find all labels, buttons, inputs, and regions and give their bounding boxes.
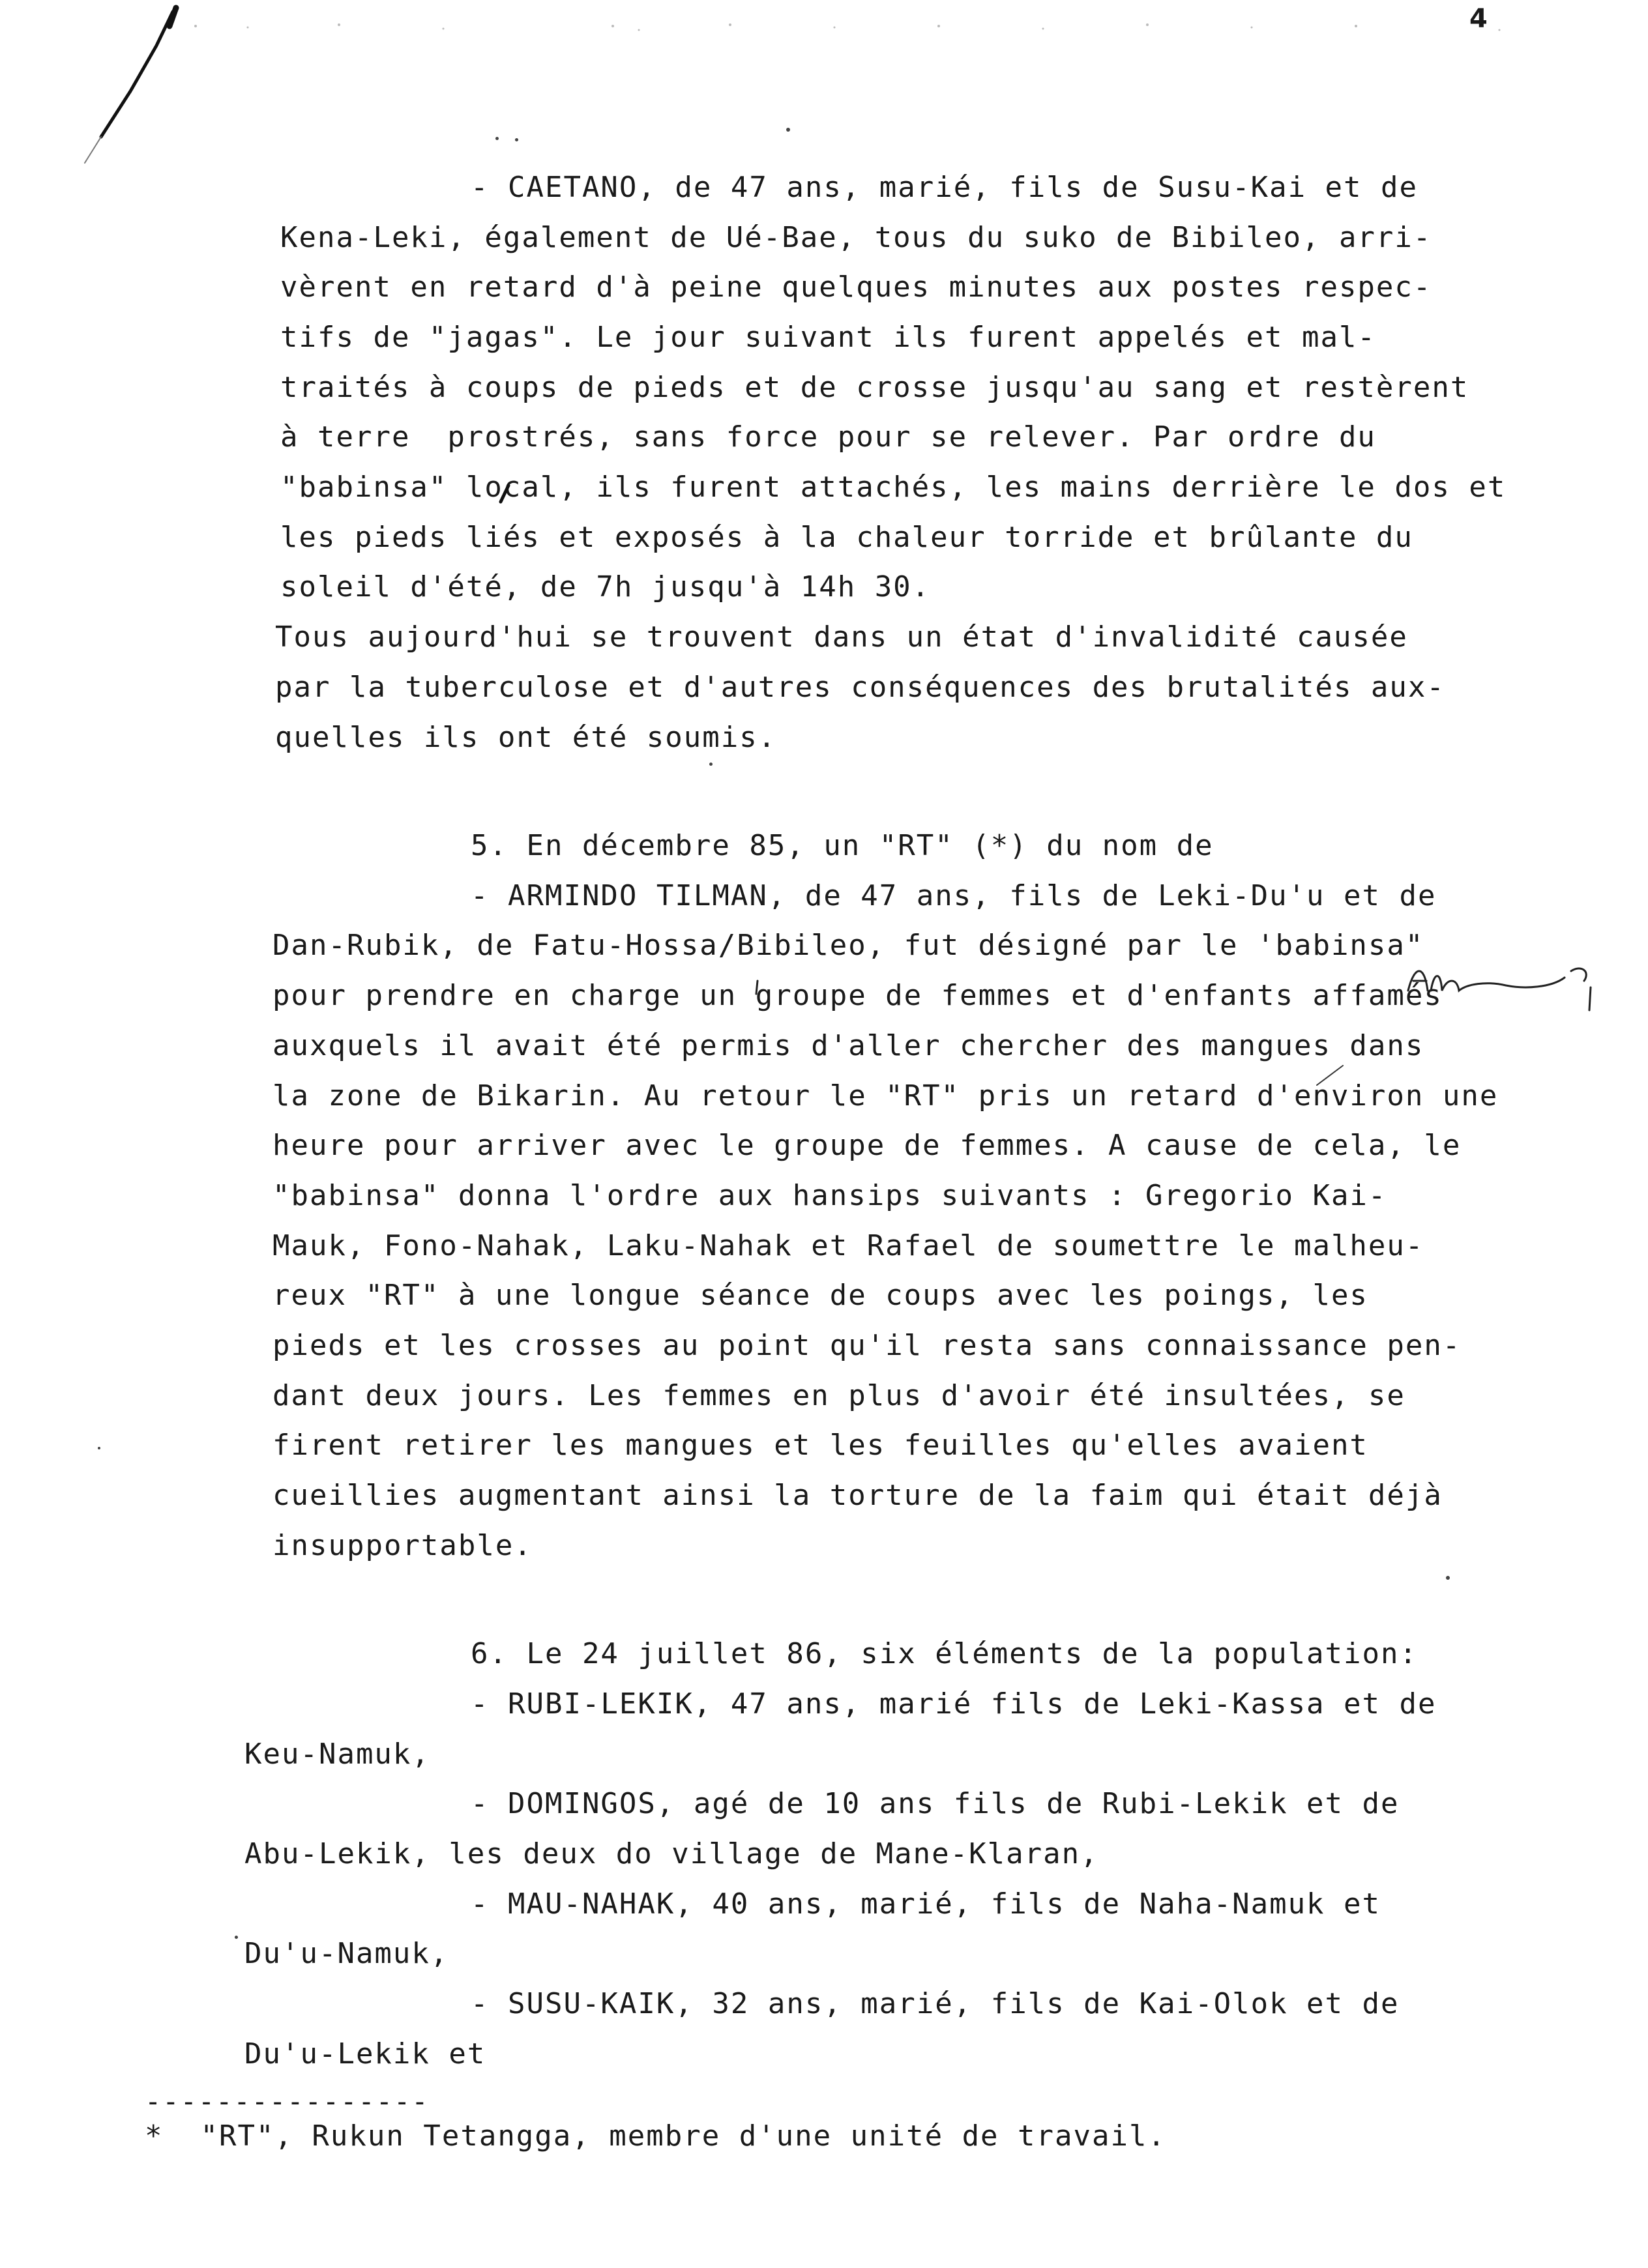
text-line: - DOMINGOS, agé de 10 ans fils de Rubi-Lekik et de bbox=[471, 1787, 1400, 1820]
text-line: - MAU-NAHAK, 40 ans, marié, fils de Naha-Namuk et bbox=[471, 1887, 1381, 1921]
scan-speck bbox=[786, 128, 790, 132]
text-line: "babinsa" local, ils furent attachés, les mains derrière le dos et bbox=[280, 471, 1507, 504]
text-line: Tous aujourd'hui se trouvent dans un état d'invalidité causée bbox=[275, 620, 1408, 654]
text-line: traités à coups de pieds et de crosse jusqu'au sang et restèrent bbox=[280, 371, 1469, 404]
section-heading: 5. En décembre 85, un "RT" (*) du nom de bbox=[471, 829, 1214, 862]
text-line: firent retirer les mangues et les feuilles qu'elles avaient bbox=[272, 1429, 1368, 1462]
text-line: cueillies augmentant ainsi la torture de la faim qui était déjà bbox=[272, 1479, 1443, 1512]
text-line: à terre prostrés, sans force pour se relever. Par ordre du bbox=[280, 420, 1376, 454]
text-line: la zone de Bikarin. Au retour le "RT" pris un retard d'environ une bbox=[272, 1079, 1499, 1112]
text-line: "babinsa" donna l'ordre aux hansips suivants : Gregorio Kai- bbox=[272, 1179, 1387, 1212]
text-line: quelles ils ont été soumis. bbox=[275, 721, 777, 754]
scan-noise-top bbox=[169, 13, 1538, 39]
page-number: 4 bbox=[1469, 4, 1488, 34]
text-line: Keu-Namuk, bbox=[244, 1737, 430, 1771]
text-line: - SUSU-KAIK, 32 ans, marié, fils de Kai-Olok et de bbox=[471, 1987, 1400, 2020]
text-line: pour prendre en charge un groupe de femmes et d'enfants affamés bbox=[272, 979, 1443, 1012]
text-line: Abu-Lekik, les deux do village de Mane-Klaran, bbox=[244, 1837, 1099, 1870]
scan-speck bbox=[515, 138, 518, 141]
scan-speck bbox=[1446, 1576, 1450, 1580]
scan-speck bbox=[709, 763, 713, 766]
handwritten-annotation bbox=[1395, 952, 1604, 1023]
text-line: Dan-Rubik, de Fatu-Hossa/Bibileo, fut désigné par le 'babinsa" bbox=[272, 929, 1424, 962]
text-line: Du'u-Namuk, bbox=[244, 1937, 449, 1970]
text-line: - CAETANO, de 47 ans, marié, fils de Susu-Kai et de bbox=[471, 171, 1419, 204]
footnote-rule: ---------------- bbox=[145, 2086, 430, 2117]
handwritten-comma-mark bbox=[750, 978, 769, 1004]
text-line: auxquels il avait été permis d'aller chercher des mangues dans bbox=[272, 1029, 1424, 1062]
handwritten-tick bbox=[1310, 1062, 1349, 1088]
text-line: vèrent en retard d'à peine quelques minutes aux postes respec- bbox=[280, 270, 1432, 304]
text-line: soleil d'été, de 7h jusqu'à 14h 30. bbox=[280, 570, 931, 603]
text-line: Kena-Leki, également de Ué-Bae, tous du suko de Bibileo, arri- bbox=[280, 221, 1432, 254]
text-line: dant deux jours. Les femmes en plus d'avoir été insultées, se bbox=[272, 1379, 1405, 1412]
text-line: tifs de "jagas". Le jour suivant ils furent appelés et mal- bbox=[280, 321, 1376, 354]
text-line: Mauk, Fono-Nahak, Laku-Nahak et Rafael de soumettre le malheu- bbox=[272, 1229, 1424, 1262]
text-line: pieds et les crosses au point qu'il resta sans connaissance pen- bbox=[272, 1329, 1462, 1362]
section-heading: 6. Le 24 juillet 86, six éléments de la population: bbox=[471, 1637, 1419, 1670]
text-line: - RUBI-LEKIK, 47 ans, marié fils de Leki-Kassa et de bbox=[471, 1687, 1437, 1721]
text-line: par la tuberculose et d'autres conséquences des brutalités aux- bbox=[275, 671, 1445, 704]
text-line: reux "RT" à une longue séance de coups avec les poings, les bbox=[272, 1279, 1368, 1312]
text-line: les pieds liés et exposés à la chaleur torride et brûlante du bbox=[280, 521, 1413, 554]
text-line: - ARMINDO TILMAN, de 47 ans, fils de Leki-Du'u et de bbox=[471, 879, 1437, 912]
scan-speck bbox=[98, 1447, 100, 1449]
footnote: * "RT", Rukun Tetangga, membre d'une unité de travail. bbox=[145, 2119, 1166, 2153]
scan-speck bbox=[495, 137, 499, 140]
scan-speck bbox=[235, 1936, 238, 1939]
text-line: insupportable. bbox=[272, 1529, 533, 1562]
text-line: heure pour arriver avec le groupe de femmes. A cause de cela, le bbox=[272, 1129, 1462, 1162]
text-line: Du'u-Lekik et bbox=[244, 2037, 486, 2071]
handwritten-comma-mark bbox=[495, 479, 515, 505]
